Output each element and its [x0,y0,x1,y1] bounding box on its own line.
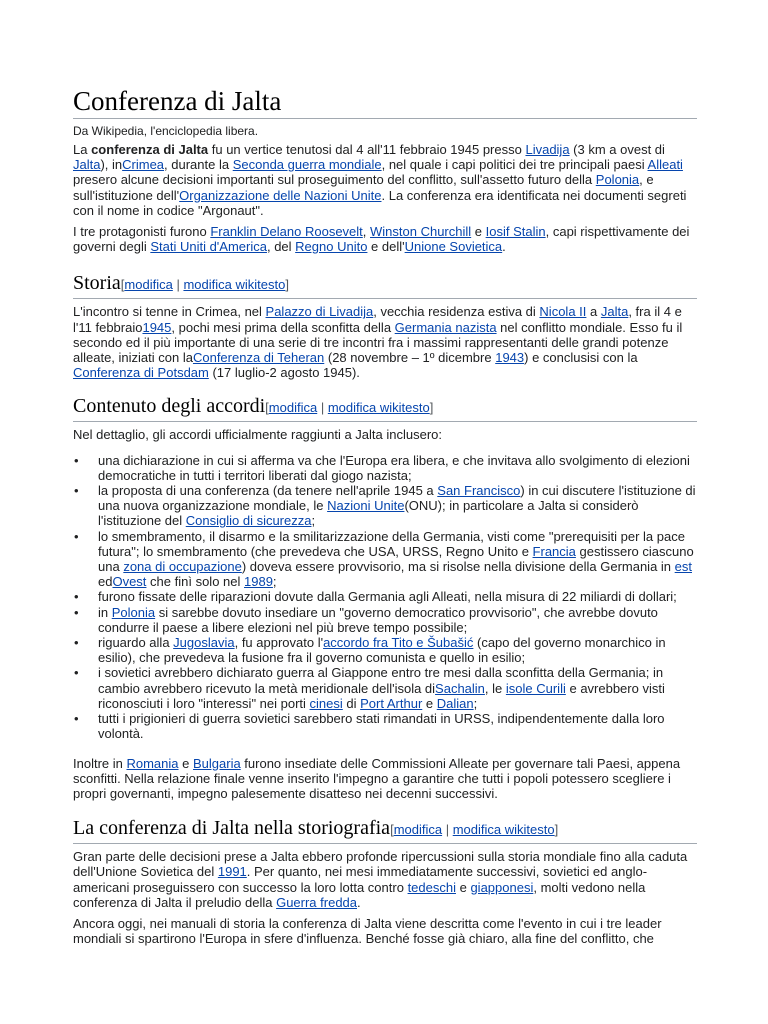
list-item: • i sovietici avrebbero dichiarato guerra al Giappone entro tre mesi dalla sconfitta della Germania; in cambio avrebbero ricevuto la metà meridionale dell'isola diSachalin, le isole Curili e avrebbero visti riconosciuti i loro "interessi" nei porti cinesi di Port Arthur e Dalian; [98,665,697,711]
list-item: • la proposta di una conferenza (da tenere nell'aprile 1945 a San Francisco) in cui discutere l'istituzione di una nuova organizzazione mondiale, le Nazioni Unite(ONU); in particolare a Jalta si considerò l'istituzione del Consiglio di sicurezza; [98,483,697,529]
link-est[interactable]: est [674,559,692,575]
link-seconda-guerra-mondiale[interactable]: Seconda guerra mondiale [232,157,382,173]
link-polonia[interactable]: Polonia [111,604,156,620]
list-item: • una dichiarazione in cui si afferma va che l'Europa era libera, e che invitava allo svolgimento di elezioni democratiche in tutti i territori liberati dal giogo nazista; [98,453,697,483]
edit-link-modifica[interactable]: modifica [393,822,443,838]
link-isole-curili[interactable]: isole Curili [505,680,566,696]
list-item: • in Polonia si sarebbe dovuto insediare un "governo democratico provvisorio", che avrebbe dovuto condurre il paese a libere elezioni nel più breve tempo possibile; [98,605,697,635]
link-consiglio-sicurezza[interactable]: Consiglio di sicurezza [185,513,312,529]
link-sachalin[interactable]: Sachalin [435,680,485,696]
protagonists-paragraph: I tre protagonisti furono Franklin Delano Roosevelt, Winston Churchill e Iosif Stalin, capi rispettivamente dei governi degli Stati Uniti d'America, del Regno Unito e dell'Unione Sovietica. [73,224,690,255]
edit-links: [modifica | modifica wikitesto] [265,400,434,416]
link-dalian[interactable]: Dalian [436,695,474,711]
edit-link-wikitesto[interactable]: modifica wikitesto [452,822,555,838]
link-ovest[interactable]: Ovest [112,574,147,590]
link-conferenza-teheran[interactable]: Conferenza di Teheran [192,350,325,366]
list-item: • lo smembramento, il disarmo e la smilitarizzazione della Germania, visti come "prerequisiti per la pace futura"; lo smembramento (che prevedeva che USA, URSS, Regno Unito e Francia gestissero ciascuno una zona di occupazione) doveva essere provvisorio, ma si risolse nella divisione della Germania in est edOvest che finì solo nel 1989; [98,529,697,590]
link-accordo-tito-subasic[interactable]: accordo fra Tito e Šubašić [323,635,474,651]
link-1943[interactable]: 1943 [495,350,525,366]
commissioni-paragraph: Inoltre in Romania e Bulgaria furono insediate delle Commissioni Alleate per governare tali Paesi, appena sconfitti. Nella relazione finale venne inserito l'impegno a garantire che tutti i popoli potessero scegliere i propri governanti, impegno palesemente disatteso nei decenni successivi. [73,755,681,801]
link-giapponesi[interactable]: giapponesi [470,879,534,895]
accordi-list [73,453,697,742]
link-regno-unito[interactable]: Regno Unito [295,239,368,255]
edit-link-modifica[interactable]: modifica [268,400,318,416]
link-port-arthur[interactable]: Port Arthur [360,695,423,711]
link-1945[interactable]: 1945 [142,319,172,335]
intro-paragraph: La conferenza di Jalta fu un vertice tenutosi dal 4 all'11 febbraio 1945 presso Livadija (3 km a ovest di Jalta), inCrimea, durante la Seconda guerra mondiale, nel quale i capi politici dei tre principali paesi Alleati presero alcune decisioni importanti sul proseguimento del conflitto, sull'assetto futuro della Polonia, e sull'istituzione dell'Organizzazione delle Nazioni Unite. La conferenza era identificata nei documenti segreti con il nome in codice "Argonaut". [73,142,687,218]
edit-link-wikitesto[interactable]: modifica wikitesto [183,277,286,293]
section-heading-contenuto: Contenuto degli accordi[modifica | modifica wikitesto] [73,394,697,422]
link-jalta[interactable]: Jalta [73,157,101,173]
edit-link-modifica[interactable]: modifica [124,277,173,293]
list-item: • furono fissate delle riparazioni dovute dalla Germania agli Alleati, nella misura di 22 miliardi di dollari; [98,589,697,604]
page-title: Conferenza di Jalta [73,0,697,119]
link-palazzo-livadija[interactable]: Palazzo di Livadija [265,304,374,320]
link-germania-nazista[interactable]: Germania nazista [394,319,497,335]
storia-paragraph: L'incontro si tenne in Crimea, nel Palazzo di Livadija, vecchia residenza estiva di Nicola II a Jalta, fra il 4 e l'11 febbraio1945, pochi mesi prima della sconfitta della Germania nazista nel conflitto mondiale. Esso fu il secondo ed il più importante di una serie di tre incontri fra i massimi rappresentanti delle grandi potenze alleate, iniziati con laConferenza di Teheran (28 novembre – 1º dicembre 1943) e conclusisi con la Conferenza di Potsdam (17 luglio-2 agosto 1945). [73,304,683,381]
edit-links: [modifica | modifica wikitesto] [120,277,289,293]
link-1989[interactable]: 1989 [244,574,273,590]
edit-links: [modifica | modifica wikitesto] [390,822,559,838]
link-jugoslavia[interactable]: Jugoslavia [173,635,235,651]
list-item: • tutti i prigionieri di guerra sovietici sarebbero stati rimandati in URSS, indipendentemente dalla loro volontà. [98,711,697,741]
link-nicola-ii[interactable]: Nicola II [539,304,587,320]
contenuto-intro: Nel dettaglio, gli accordi ufficialmente raggiunti a Jalta inclusero: [73,427,443,443]
list-item: • riguardo alla Jugoslavia, fu approvato l'accordo fra Tito e Šubašić (capo del governo monarchico in esilio), che prevedeva la fusione fra il governo comunista e quello in esilio; [98,635,697,665]
link-cinesi[interactable]: cinesi [309,695,343,711]
storiografia-paragraph: Gran parte delle decisioni prese a Jalta ebbero profonde ripercussioni sulla storia mondiale fino alla caduta dell'Unione Sovietica del 1991. Per quanto, nei mesi immediatamente successivi, sovietici ed anglo-americani proseguissero con successo la loro lotta contro tedeschi e giapponesi, molti vedono nella conferenza di Jalta il preludio della Guerra fredda. [73,849,688,910]
link-churchill[interactable]: Winston Churchill [370,224,472,240]
link-conferenza-potsdam[interactable]: Conferenza di Potsdam [73,365,209,381]
section-heading-storia: Storia[modifica | modifica wikitesto] [73,271,697,299]
link-stalin[interactable]: Iosif Stalin [485,224,546,240]
section-heading-storiografia: La conferenza di Jalta nella storiografia[modifica | modifica wikitesto] [73,816,697,844]
page-subtitle: Da Wikipedia, l'enciclopedia libera. [73,124,259,138]
edit-link-wikitesto[interactable]: modifica wikitesto [327,400,430,416]
link-jalta[interactable]: Jalta [600,304,629,320]
link-onu[interactable]: Organizzazione delle Nazioni Unite [179,187,382,203]
link-livadija[interactable]: Livadija [525,142,570,157]
storiografia-paragraph-2: Ancora oggi, nei manuali di storia la conferenza di Jalta viene descritta come l'evento in cui i tre leader mondiali si spartirono l'Europa in sfere d'influenza. Benché fosse già chiaro, alla fine del conflitto, che [73,915,662,947]
link-1991[interactable]: 1991 [217,864,247,880]
link-usa[interactable]: Stati Uniti d'America [150,239,267,255]
link-crimea[interactable]: Crimea [122,157,165,173]
link-nazioni-unite[interactable]: Nazioni Unite [327,498,405,514]
link-francia[interactable]: Francia [532,543,576,559]
link-guerra-fredda[interactable]: Guerra fredda [276,894,358,910]
link-alleati[interactable]: Alleati [647,157,683,173]
link-bulgaria[interactable]: Bulgaria [192,755,241,771]
link-polonia[interactable]: Polonia [595,172,640,188]
link-roosevelt[interactable]: Franklin Delano Roosevelt [210,224,363,240]
link-romania[interactable]: Romania [126,755,179,771]
link-urss[interactable]: Unione Sovietica [404,239,503,255]
link-zona-occupazione[interactable]: zona di occupazione [123,559,242,575]
link-tedeschi[interactable]: tedeschi [407,879,456,895]
link-san-francisco[interactable]: San Francisco [437,483,521,499]
